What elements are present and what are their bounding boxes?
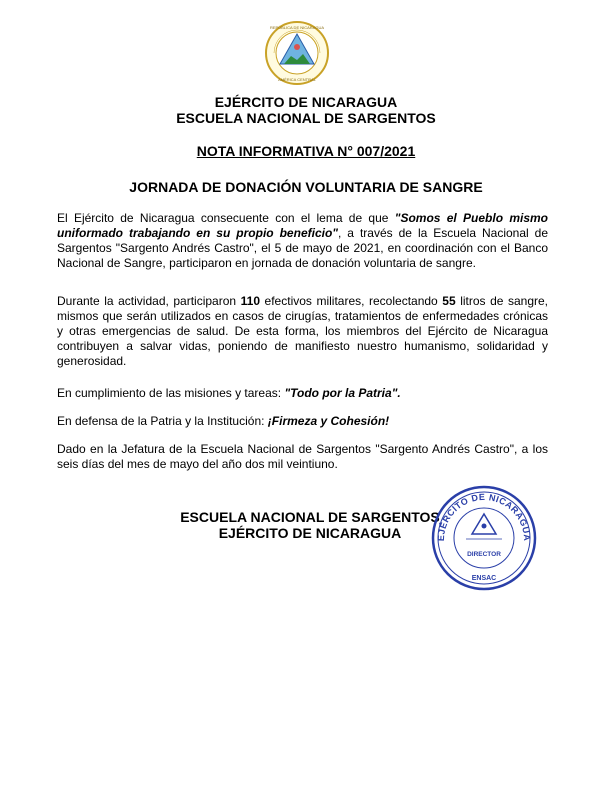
nicaragua-coat-of-arms-icon: [264, 20, 330, 86]
signature-school: ESCUELA NACIONAL DE SARGENTOS: [180, 509, 440, 525]
header-army: EJÉRCITO DE NICARAGUA: [214, 94, 398, 110]
signature-army: EJÉRCITO DE NICARAGUA: [218, 525, 402, 541]
svg-text:REPÚBLICA DE NICARAGUA: REPÚBLICA DE NICARAGUA: [269, 25, 325, 30]
paragraph-missions: En cumplimiento de las misiones y tareas: "Todo por la Patria".: [57, 386, 401, 400]
svg-text:DIRECTOR: DIRECTOR: [467, 551, 501, 558]
svg-text:AMÉRICA CENTRAL: AMÉRICA CENTRAL: [278, 77, 316, 82]
subject-title: JORNADA DE DONACIÓN VOLUNTARIA DE SANGRE: [129, 179, 483, 195]
header-school: ESCUELA NACIONAL DE SARGENTOS: [176, 110, 436, 126]
official-stamp-icon: [430, 484, 538, 592]
paragraph-dated: Dado en la Jefatura de la Escuela Nacional de Sargentos "Sargento Andrés Castro", a los seis días del mes de mayo del año dos mil veintiuno.: [57, 442, 548, 471]
paragraph-defense: En defensa de la Patria y la Institución: ¡Firmeza y Cohesión!: [57, 414, 390, 428]
note-title: NOTA INFORMATIVA N° 007/2021: [196, 143, 416, 159]
paragraph-intro: El Ejército de Nicaragua consecuente con el lema de que "Somos el Pueblo mismo uniformado trabajando en su propio beneficio", a través de la Escuela Nacional de Sargentos "Sargento Andrés Castro", el 5 de mayo de 2021, en coordinación con el Banco Nacional de Sangre, participaron en jornada de donación voluntaria de sangre.: [57, 211, 549, 270]
paragraph-activity: Durante la actividad, participaron 110 efectivos militares, recolectando 55 litros de sangre, mismos que serán utilizados en casos de cirugías, tratamientos de enfermedades crónicas y otras emergencias de salud. De esta forma, los miembros del Ejército de Nicaragua contribuyen a salvar vidas, poniendo de manifiesto nuestro humanismo, solidaridad y generosidad.: [57, 294, 548, 368]
svg-text:EJÉRCITO DE NICARAGUA: EJÉRCITO DE NICARAGUA: [435, 491, 533, 542]
svg-text:ENSAC: ENSAC: [471, 575, 497, 582]
